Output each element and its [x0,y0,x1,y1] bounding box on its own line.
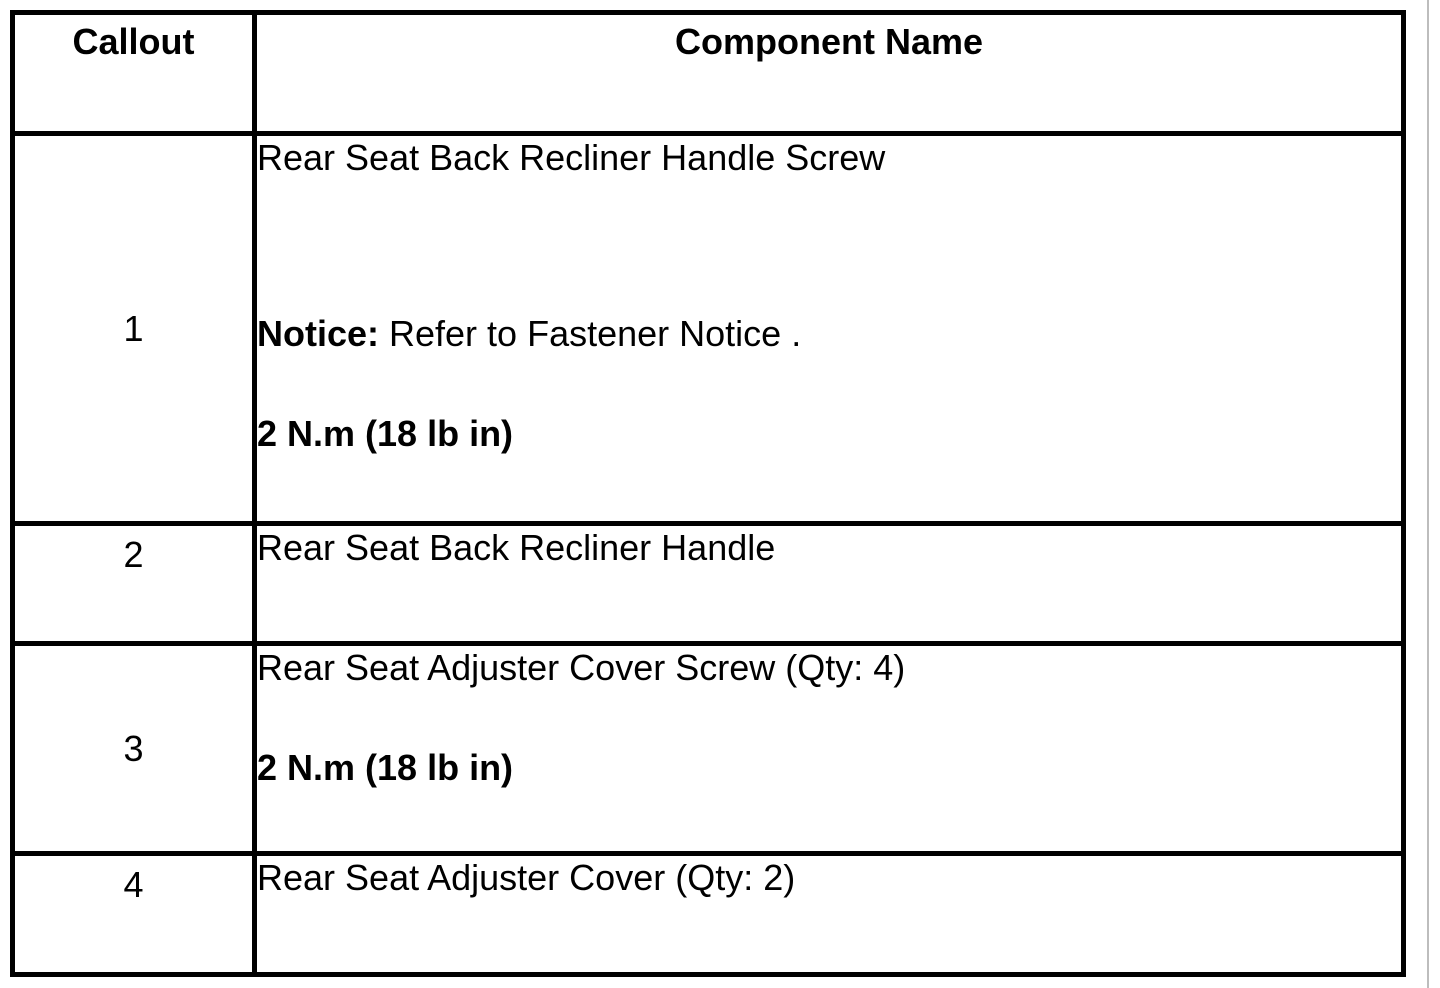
component-name: Rear Seat Back Recliner Handle Screw [257,137,886,178]
table-row [13,134,1404,524]
table-row [13,524,1404,644]
component-name-column-header: Component Name [255,13,1404,134]
notice-label: Notice: [257,313,380,354]
callout-number: 2 [13,524,255,644]
table-row [13,854,1404,975]
callout-column-header: Callout [13,13,255,134]
component-name: Rear Seat Adjuster Cover (Qty: 2) [257,857,796,898]
table-row [13,644,1404,854]
page-edge-line [1427,0,1429,988]
notice-text: Refer to Fastener Notice . [379,313,802,354]
component-name-cell [255,134,1404,524]
torque-spec: 2 N.m (18 lb in) [257,413,514,454]
torque-spec: 2 N.m (18 lb in) [257,747,514,788]
component-name: Rear Seat Back Recliner Handle [257,527,776,568]
component-name-cell [255,524,1404,644]
notice-line [257,312,1401,356]
callout-table [10,10,1406,977]
callout-number: 1 [13,134,255,524]
callout-number: 3 [13,644,255,854]
callout-number: 4 [13,854,255,975]
table-header-row [13,13,1404,134]
component-name: Rear Seat Adjuster Cover Screw (Qty: 4) [257,647,906,688]
component-name-cell [255,854,1404,975]
component-name-cell [255,644,1404,854]
